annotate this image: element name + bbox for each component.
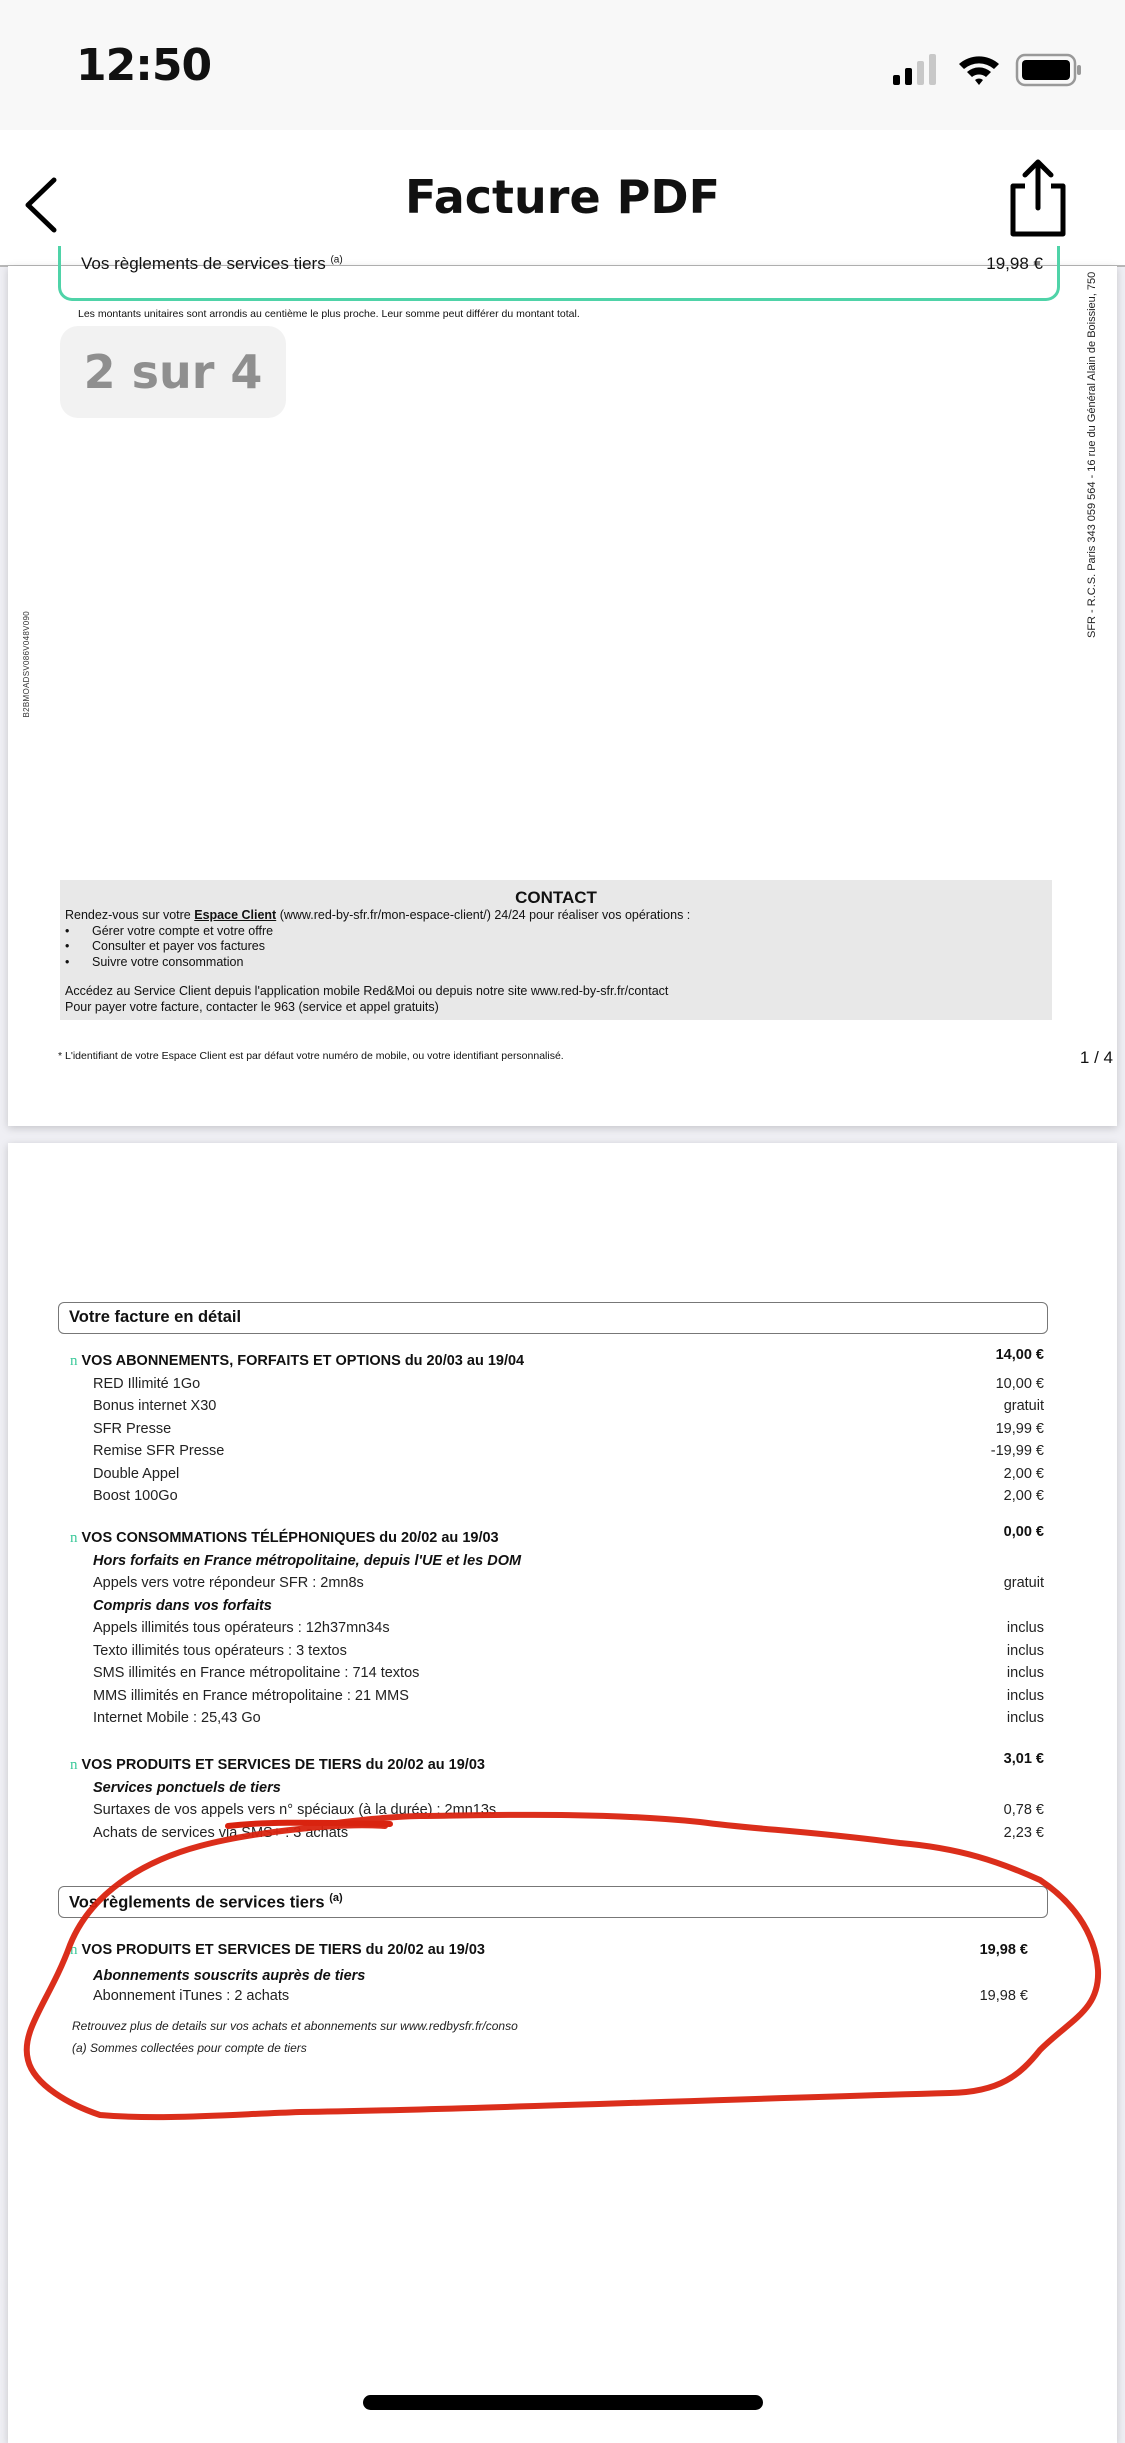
contact-bullet: • Suivre votre consommation	[65, 955, 1052, 971]
detail-section-header	[58, 1302, 1048, 1334]
third-party-footnote: (a) Sommes collectées pour compte de tiers	[72, 2041, 307, 2055]
line-item: Double Appel 2,00 €	[93, 1465, 1044, 1482]
contact-app-line: Accédez au Service Client depuis l'application mobile Red&Moi ou depuis notre site www.red-by-sfr.fr/contact	[65, 984, 669, 998]
page-number: 1 / 4	[1079, 1048, 1113, 1067]
contact-box	[60, 880, 1052, 1020]
wifi-icon	[957, 53, 1001, 87]
consommations-total: 0,00 €	[1003, 1524, 1044, 1540]
contact-pay-line: Pour payer votre facture, contacter le 963 (service et appel gratuits)	[65, 999, 439, 1014]
subsection-title: Compris dans vos forfaits	[93, 1597, 272, 1614]
abonnements-block	[70, 1347, 1044, 1508]
abonnements-heading: n VOS ABONNEMENTS, FORFAITS ET OPTIONS du 20/03 au 19/04 14,00 €	[70, 1350, 1044, 1373]
reglements-block	[70, 1939, 1044, 2006]
page-title: Facture PDF	[405, 170, 720, 224]
summary-label: Vos règlements de services tiers	[81, 254, 326, 273]
espace-client-footnote: * L'identifiant de votre Espace Client est par défaut votre numéro de mobile, ou votre identifiant personnalisé.	[58, 1050, 564, 1062]
produits-tiers-heading: n VOS PRODUITS ET SERVICES DE TIERS du 20/02 au 19/03 3,01 €	[70, 1754, 1044, 1777]
abonnements-total: 14,00 €	[995, 1347, 1044, 1363]
section-bullet-icon: n	[70, 1757, 78, 1773]
line-item: Internet Mobile : 25,43 Go inclus	[93, 1710, 1044, 1726]
section-bullet-icon: n	[70, 1353, 78, 1369]
summary-amount: 19,98 €	[986, 254, 1043, 273]
reglements-section-header	[58, 1886, 1048, 1918]
line-item: Appels illimités tous opérateurs : 12h37mn34s inclus	[93, 1620, 1044, 1636]
produits-tiers-block	[70, 1751, 1044, 1844]
consommations-block	[70, 1524, 1044, 1730]
cellular-signal-icon	[891, 53, 943, 87]
line-item: Surtaxes de vos appels vers n° spéciaux (à la durée) : 2mn13s 0,78 €	[93, 1802, 1044, 1818]
reglements-total: 19,98 €	[979, 1942, 1028, 1958]
subsection-title: Services ponctuels de tiers	[93, 1779, 281, 1796]
consommations-heading: n VOS CONSOMMATIONS TÉLÉPHONIQUES du 20/02 au 19/03 0,00 €	[70, 1527, 1044, 1550]
contact-title: CONTACT	[515, 888, 597, 907]
share-icon	[1003, 158, 1073, 238]
line-item: RED Illimité 1Go 10,00 €	[93, 1375, 1044, 1392]
battery-icon	[1015, 53, 1083, 87]
status-bar	[0, 0, 1125, 130]
pdf-page-2[interactable]	[8, 1143, 1117, 2443]
summary-footnote-marker: (a)	[330, 254, 343, 266]
contact-bullet: • Gérer votre compte et votre offre	[65, 924, 1052, 940]
line-item: Boost 100Go 2,00 €	[93, 1488, 1044, 1504]
rounding-note: Les montants unitaires sont arrondis au centième le plus proche. Leur somme peut différer du montant total.	[78, 308, 580, 320]
section-bullet-icon: n	[70, 1942, 78, 1958]
legal-mention-text: SFR - R.C.S. Paris 343 059 564 - 16 rue du Général Alain de Boissieu, 750	[1086, 271, 1098, 638]
status-time: 12:50	[76, 40, 212, 91]
line-item: MMS illimités en France métropolitaine : 21 MMS inclus	[93, 1687, 1044, 1704]
line-item: Achats de services via SMS+ : 3 achats 2,23 €	[93, 1824, 1044, 1841]
summary-box-third-party	[58, 246, 1060, 301]
status-icons	[891, 52, 1083, 88]
line-item: SMS illimités en France métropolitaine : 714 textos inclus	[93, 1665, 1044, 1681]
contact-bullet: • Consulter et payer vos factures	[65, 939, 1052, 955]
line-item: SFR Presse 19,99 €	[93, 1420, 1044, 1437]
home-indicator[interactable]	[363, 2395, 763, 2410]
line-item: Texto illimités tous opérateurs : 3 textos inclus	[93, 1642, 1044, 1659]
contact-bullets	[65, 924, 1052, 971]
pdf-page-1[interactable]	[8, 254, 1117, 1126]
details-note: Retrouvez plus de details sur vos achats et abonnements sur www.redbysfr.fr/conso	[72, 2019, 518, 2033]
reglements-section-title: Vos règlements de services tiers	[69, 1893, 325, 1912]
reglements-footnote-marker: (a)	[329, 1892, 343, 1904]
produits-tiers-total: 3,01 €	[1003, 1751, 1044, 1767]
detail-section-title: Votre facture en détail	[69, 1308, 242, 1326]
espace-client-link[interactable]: Espace Client	[194, 908, 277, 922]
contact-intro: Rendez-vous sur votre Espace Client (www.red-by-sfr.fr/mon-espace-client/) 24/24 pour réaliser vos opérations :	[65, 908, 691, 922]
subsection-title: Abonnements souscrits auprès de tiers	[93, 1967, 366, 1984]
line-item: Bonus internet X30 gratuit	[93, 1398, 1044, 1414]
section-bullet-icon: n	[70, 1530, 78, 1546]
line-item: Appels vers votre répondeur SFR : 2mn8s gratuit	[93, 1575, 1044, 1591]
subsection-title: Hors forfaits en France métropolitaine, depuis l'UE et les DOM	[93, 1552, 522, 1569]
share-button[interactable]	[1003, 158, 1073, 238]
document-code: B2BMOADSV086V048V090	[22, 611, 31, 718]
line-item: Abonnement iTunes : 2 achats 19,98 €	[93, 1987, 1028, 2004]
reglements-heading: n VOS PRODUITS ET SERVICES DE TIERS du 20/02 au 19/03 19,98 €	[70, 1939, 1044, 1962]
page-indicator: 2 sur 4	[60, 326, 286, 418]
line-item: Remise SFR Presse -19,99 €	[93, 1443, 1044, 1459]
